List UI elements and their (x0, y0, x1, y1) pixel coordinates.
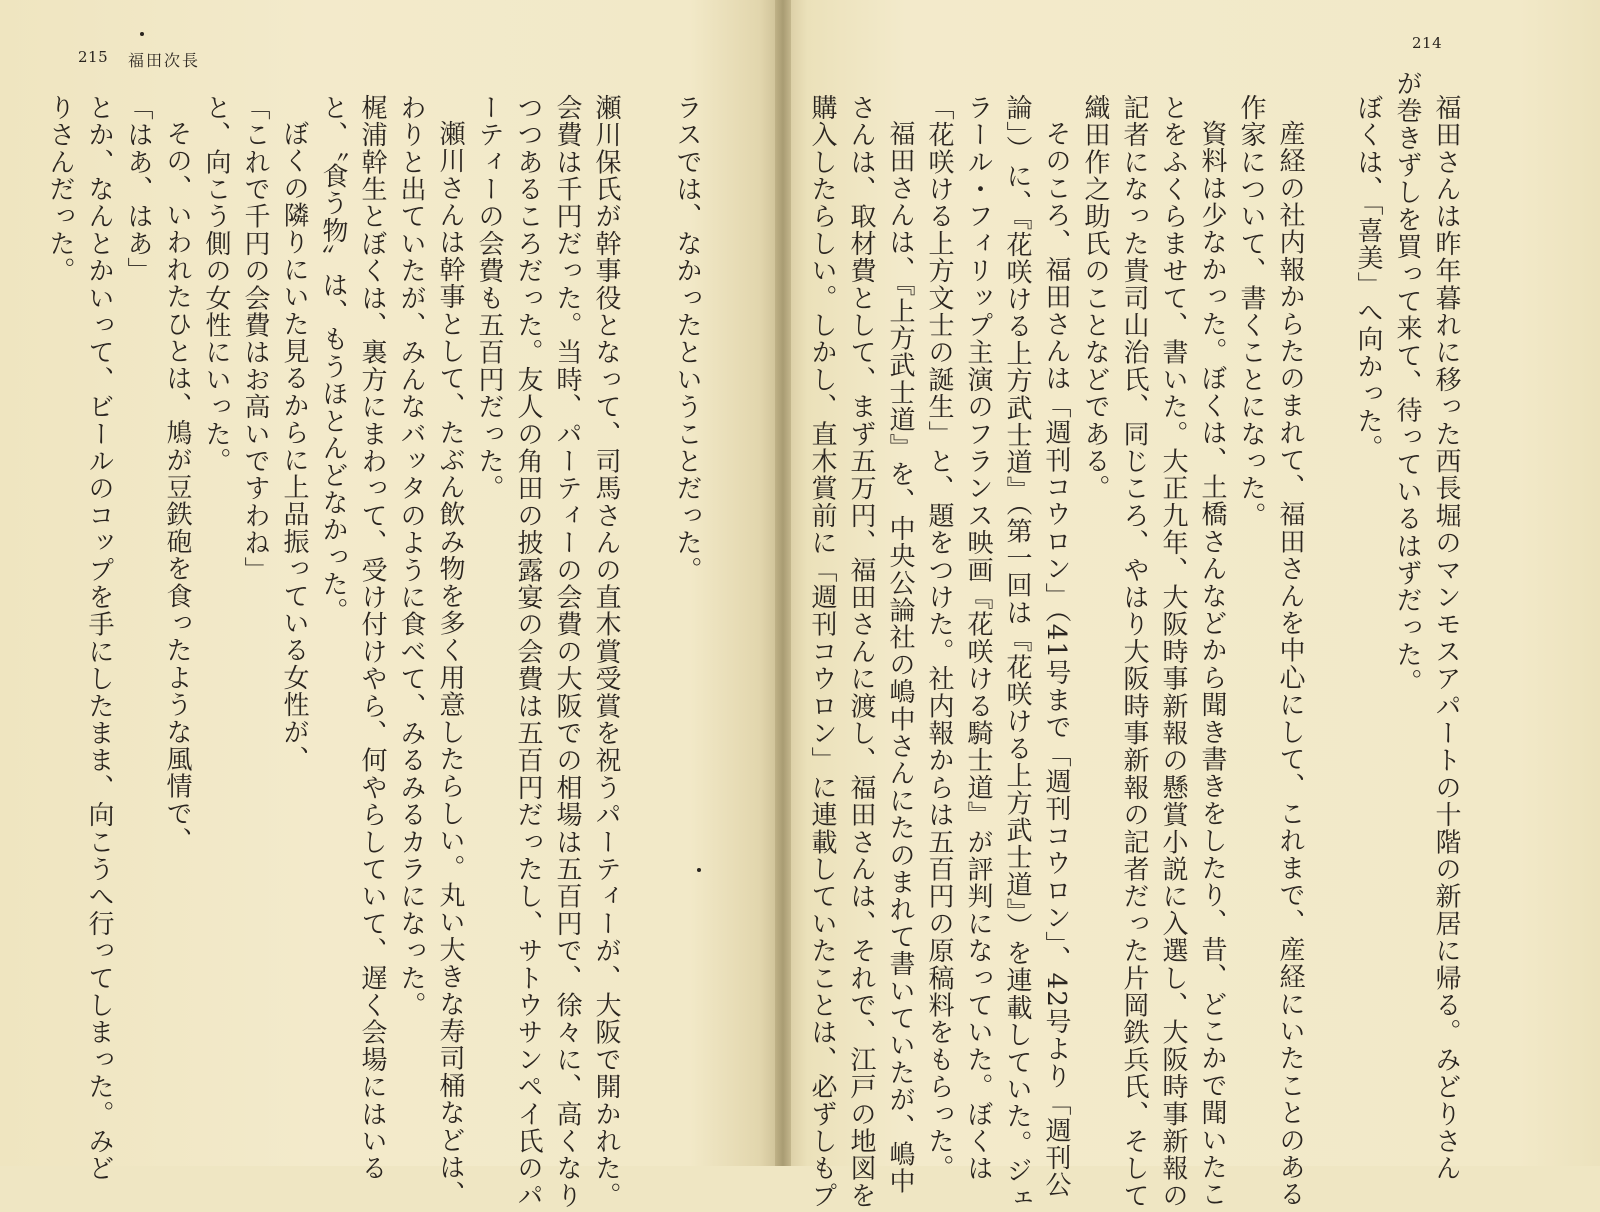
book-gutter (775, 0, 791, 1166)
text-line: さんは、取材費として、まず五万円、福田さんに渡し、福田さんは、それで、江戸の地図を (846, 94, 876, 1210)
left-page (0, 0, 783, 1166)
text-line: ラール・フィリップ主演のフランス映画『花咲ける騎士道』が評判になっていた。ぼくは (963, 94, 993, 1182)
text-line: つつあるころだった。友人の角田の披露宴の会費は五百円だったし、サトウサンペイ氏のパ (513, 94, 543, 1210)
text-line: 資料は少なかった。ぼくは、土橋さんなどから聞き書きをしたり、昔、どこかで聞いたこ (1197, 120, 1227, 1208)
text-line: ぼくは、「喜美」へ向かった。 (1353, 94, 1383, 462)
text-line: 福田さんは昨年暮れに移った西長堀のマンモスアパートの十階の新居に帰る。みどりさん (1431, 94, 1461, 1182)
text-line: 会費は千円だった。当時、パーティーの会費の大阪での相場は五百円で、徐々に、高くなり (552, 94, 582, 1210)
text-line: そのころ、福田さんは「週刊コウロン」（41号まで「週刊コウロン」、42号より「週刊公 (1041, 120, 1071, 1199)
text-line: 「これで千円の会費はお高いですわね」 (240, 94, 270, 584)
text-line: わりと出ていたが、みんなバッタのように食べて、みるみるカラになった。 (396, 94, 426, 1019)
text-line: 産経の社内報からたのまれて、福田さんを中心にして、これまで、産経にいたことのある (1275, 120, 1305, 1208)
text-line: が巻きずしを買って来て、待っているはずだった。 (1392, 70, 1422, 696)
text-line: とか、なんとかいって、ビールのコップを手にしたまま、向こうへ行ってしまった。みど (84, 94, 114, 1182)
text-line: ーティーの会費も五百円だった。 (474, 94, 504, 502)
scan-speck (697, 868, 701, 872)
text-line: 論」）に、『花咲ける上方武士道』（第一回は『花咲ける上方武士道』）を連載していた。ジェ (1002, 94, 1032, 1212)
text-line: 記者になった貴司山治氏、同じころ、やはり大阪時事新報の記者だった片岡鉄兵氏、そして (1119, 94, 1149, 1210)
text-line: 「花咲ける上方文士の誕生」と、題をつけた。社内報からは五百円の原稿料をもらった。 (924, 94, 954, 1182)
text-line: 購入したらしい。しかし、直木賞前に「週刊コウロン」に連載していたことは、必ずしもプ (807, 94, 837, 1210)
text-line: と、向こう側の女性にいった。 (201, 94, 231, 475)
running-head: 福田次長 (128, 51, 201, 70)
text-line: 福田さんは、『上方武士道』を、中央公論社の嶋中さんにたのまれて書いていたが、嶋中 (885, 120, 915, 1195)
text-line: りさんだった。 (45, 94, 75, 285)
right-page-number: 214 (1412, 34, 1443, 52)
text-line: とをふくらませて、書いた。大正九年、大阪時事新報の懸賞小説に入選し、大阪時事新報の (1158, 94, 1188, 1210)
text-line: 織田作之助氏のことなどである。 (1080, 94, 1110, 502)
text-line: 作家について、書くことになった。 (1236, 94, 1266, 530)
text-line: と、〝食う物〟は、もうほとんどなかった。 (318, 94, 348, 625)
text-line: 梶浦幹生とぼくは、裏方にまわって、受け付けやら、何やらしていて、遅く会場にはいる (357, 94, 387, 1182)
text-line: ラスでは、なかったということだった。 (672, 94, 702, 584)
text-line: 瀬川保氏が幹事役となって、司馬さんの直木賞受賞を祝うパーティーが、大阪で開かれた。 (591, 94, 621, 1210)
left-page-number: 215 (78, 48, 109, 66)
scan-speck (140, 32, 144, 36)
text-line: その、いわれたひとは、鳩が豆鉄砲を食ったような風情で、 (162, 120, 192, 855)
text-line: ぼくの隣りにいた見るからに上品振っている女性が、 (279, 120, 309, 773)
text-line: 瀬川さんは幹事として、たぶん飲み物を多く用意したらしい。丸い大きな寿司桶などは、 (435, 120, 465, 1208)
text-line: 「はあ、はあ」 (123, 94, 153, 285)
